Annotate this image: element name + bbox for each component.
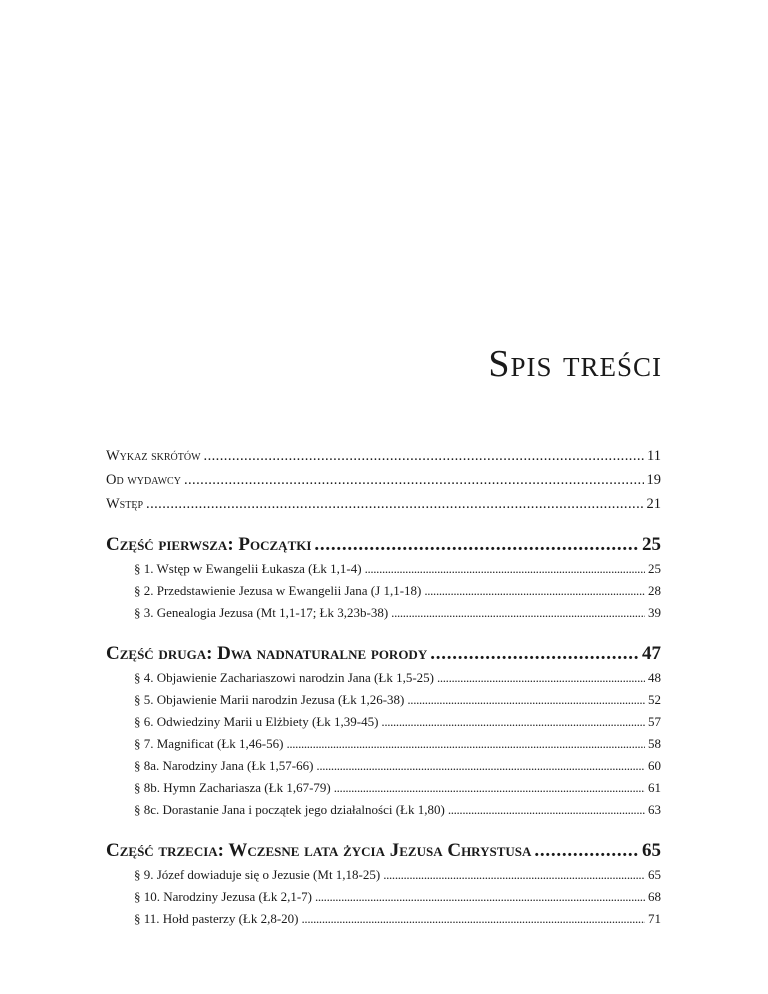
section-page-number: 68 (648, 889, 661, 904)
section-label: § 7. Magnificat (Łk 1,46-56) (134, 736, 284, 751)
dot-leader (391, 602, 645, 624)
toc-section-entry (106, 733, 661, 755)
section-page-number: 52 (648, 692, 661, 707)
section-label: § 6. Odwiedziny Marii u Elżbiety (Łk 1,39-45) (134, 714, 379, 729)
section-page-number: 25 (648, 561, 661, 576)
dot-leader (437, 667, 645, 689)
page-title: Spis treści (488, 343, 662, 385)
section-label: § 4. Objawienie Zachariaszowi narodzin Jana (Łk 1,5-25) (134, 670, 434, 685)
section-label: § 11. Hołd pasterzy (Łk 2,8-20) (134, 911, 299, 926)
dot-leader (430, 640, 639, 667)
section-label: § 8c. Dorastanie Jana i początek jego działalności (Łk 1,80) (134, 802, 445, 817)
section-page-number: 65 (648, 867, 661, 882)
part-label: Część druga: Dwa nadnaturalne porody (106, 643, 428, 664)
toc-section-entry (106, 799, 661, 821)
toc-part-heading (106, 837, 661, 864)
section-page-number: 48 (648, 670, 661, 685)
dot-leader (334, 777, 645, 799)
section-label: § 3. Genealogia Jezusa (Mt 1,1-17; Łk 3,23b-38) (134, 605, 389, 620)
toc-part-heading (106, 640, 661, 667)
entry-page-number: 21 (646, 496, 661, 512)
toc-section-entry (106, 689, 661, 711)
toc-section-entry (106, 886, 661, 908)
part-label: Część trzecia: Wczesne lata życia Jezusa Chrystusa (106, 840, 532, 861)
section-label: § 2. Przedstawienie Jezusa w Ewangelii Jana (J 1,1-18) (134, 583, 422, 598)
part-label: Część pierwsza: Początki (106, 534, 312, 555)
dot-leader (381, 711, 645, 733)
section-page-number: 28 (648, 583, 661, 598)
toc-entry-front-matter (106, 444, 661, 468)
section-page-number: 71 (648, 911, 661, 926)
toc-section-entry (106, 602, 661, 624)
entry-label: Wykaz skrótów (106, 448, 201, 464)
entry-label: Od wydawcy (106, 472, 181, 488)
entry-label: Wstęp (106, 496, 144, 512)
toc-section-entry (106, 864, 661, 886)
dot-leader (365, 558, 645, 580)
toc-section-entry (106, 777, 661, 799)
dot-leader (314, 531, 639, 558)
section-label: § 5. Objawienie Marii narodzin Jezusa (Łk 1,26-38) (134, 692, 405, 707)
part-page-number: 47 (642, 643, 661, 664)
dot-leader (184, 468, 644, 492)
dot-leader (407, 689, 645, 711)
table-of-contents (106, 444, 661, 930)
toc-section-entry (106, 558, 661, 580)
toc-entry-front-matter (106, 468, 661, 492)
dot-leader (316, 755, 645, 777)
toc-entry-front-matter (106, 492, 661, 516)
toc-section-entry (106, 667, 661, 689)
dot-leader (448, 799, 645, 821)
dot-leader (424, 580, 645, 602)
entry-page-number: 19 (646, 472, 661, 488)
section-page-number: 63 (648, 802, 661, 817)
section-page-number: 60 (648, 758, 661, 773)
toc-part-heading (106, 531, 661, 558)
section-page-number: 57 (648, 714, 661, 729)
part-page-number: 25 (642, 534, 661, 555)
dot-leader (204, 444, 645, 468)
section-label: § 9. Józef dowiaduje się o Jezusie (Mt 1,18-25) (134, 867, 381, 882)
section-label: § 8a. Narodziny Jana (Łk 1,57-66) (134, 758, 314, 773)
dot-leader (383, 864, 645, 886)
section-page-number: 39 (648, 605, 661, 620)
part-page-number: 65 (642, 840, 661, 861)
toc-section-entry (106, 580, 661, 602)
dot-leader (146, 492, 643, 516)
toc-section-entry (106, 711, 661, 733)
section-label: § 1. Wstęp w Ewangelii Łukasza (Łk 1,1-4) (134, 561, 362, 576)
dot-leader (286, 733, 645, 755)
section-page-number: 58 (648, 736, 661, 751)
dot-leader (315, 886, 645, 908)
toc-section-entry (106, 908, 661, 930)
toc-section-entry (106, 755, 661, 777)
dot-leader (302, 908, 645, 930)
section-page-number: 61 (648, 780, 661, 795)
dot-leader (534, 837, 639, 864)
section-label: § 8b. Hymn Zachariasza (Łk 1,67-79) (134, 780, 331, 795)
section-label: § 10. Narodziny Jezusa (Łk 2,1-7) (134, 889, 312, 904)
entry-page-number: 11 (647, 448, 661, 464)
